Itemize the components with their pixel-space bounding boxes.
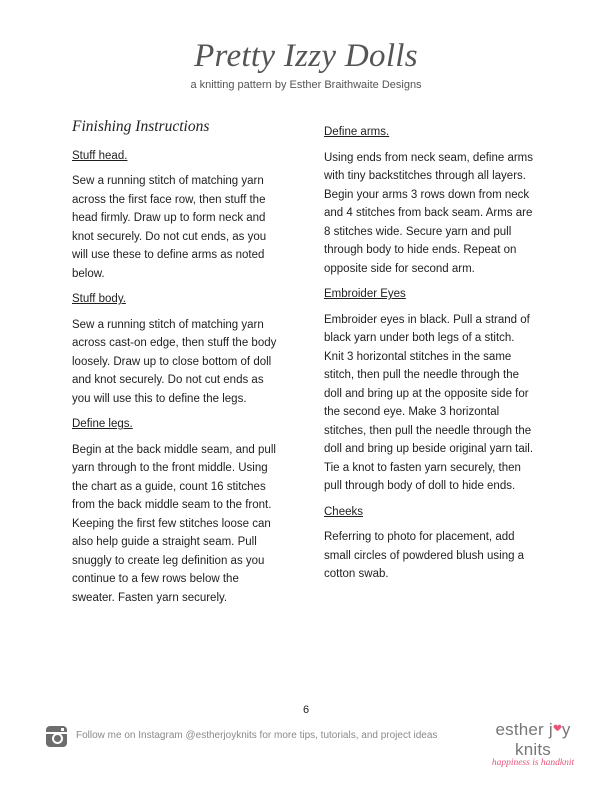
right-column — [324, 123, 536, 591]
brand-name-part2: y knits — [515, 720, 571, 759]
left-column — [72, 118, 284, 614]
brand-tagline: happiness is handknit — [491, 758, 575, 768]
step-heading-define-arms: Define arms. — [324, 126, 390, 138]
step-heading-stuff-body: Stuff body. — [72, 293, 126, 305]
page-subtitle: a knitting pattern by Esther Braithwaite Designs — [190, 79, 422, 91]
step-body-define-arms: Using ends from neck seam, define arms with tiny backstitches through all layers. Begin your arms 3 rows down from neck and 4 stitches from back seam. Arms are 8 stitches wide. Secure yarn and pull through body to hide ends. Repeat on opposite side for second arm. — [324, 151, 534, 275]
step-body-stuff-body: Sew a running stitch of matching yarn across cast-on edge, then stuff the body loosely. Draw up to close bottom of doll and knot securely. Do not cut ends as you will use this to define the legs. — [72, 318, 277, 405]
page-number: 6 — [302, 704, 310, 716]
section-title: Finishing Instructions — [72, 118, 210, 135]
step-body-define-legs: Begin at the back middle seam, and pull yarn through to the front middle. Using the chart as a guide, count 16 stitches from the back middle seam to the front. Keeping the first few stitches loose can also help guide a straight seam. Pull snuggly to create leg definition as you continue to a few rows below the sweater. Fasten yarn securely. — [72, 443, 276, 604]
instagram-icon — [46, 726, 67, 747]
step-body-embroider-eyes: Embroider eyes in black. Pull a strand of black yarn under both legs of a stitch. Knit 3 horizontal stitches in the same stitch, then pull the needle through the doll and bring up at the opposite side for the second eye. Make 3 horizontal stitches, then pull the needle through the doll and bring up beside original yarn tail. Tie a knot to fasten yarn securely, then pull through body of doll to hide ends. — [324, 313, 534, 492]
step-heading-define-legs: Define legs. — [72, 418, 133, 430]
heart-icon — [554, 725, 561, 732]
footer — [46, 720, 586, 768]
footer-instagram-text: Follow me on Instagram @estherjoyknits for more tips, tutorials, and project ideas — [76, 730, 438, 741]
brand-name — [478, 720, 588, 760]
step-body-cheeks: Referring to photo for placement, add small circles of powdered blush using a cotton swab. — [324, 531, 525, 580]
step-heading-cheeks: Cheeks — [324, 505, 363, 518]
page-title: Pretty Izzy Dolls — [194, 38, 418, 74]
brand-name-part1: esther j — [495, 720, 553, 739]
brand-logo — [478, 720, 588, 768]
step-heading-stuff-head: Stuff head. — [72, 149, 128, 162]
step-body-stuff-head: Sew a running stitch of matching yarn across the first face row, then stuff the head firmly. Draw up to form neck and knot securely. Do not cut ends, as you will use these to define arms as noted below. — [72, 175, 267, 280]
step-heading-embroider-eyes: Embroider Eyes — [324, 288, 406, 300]
